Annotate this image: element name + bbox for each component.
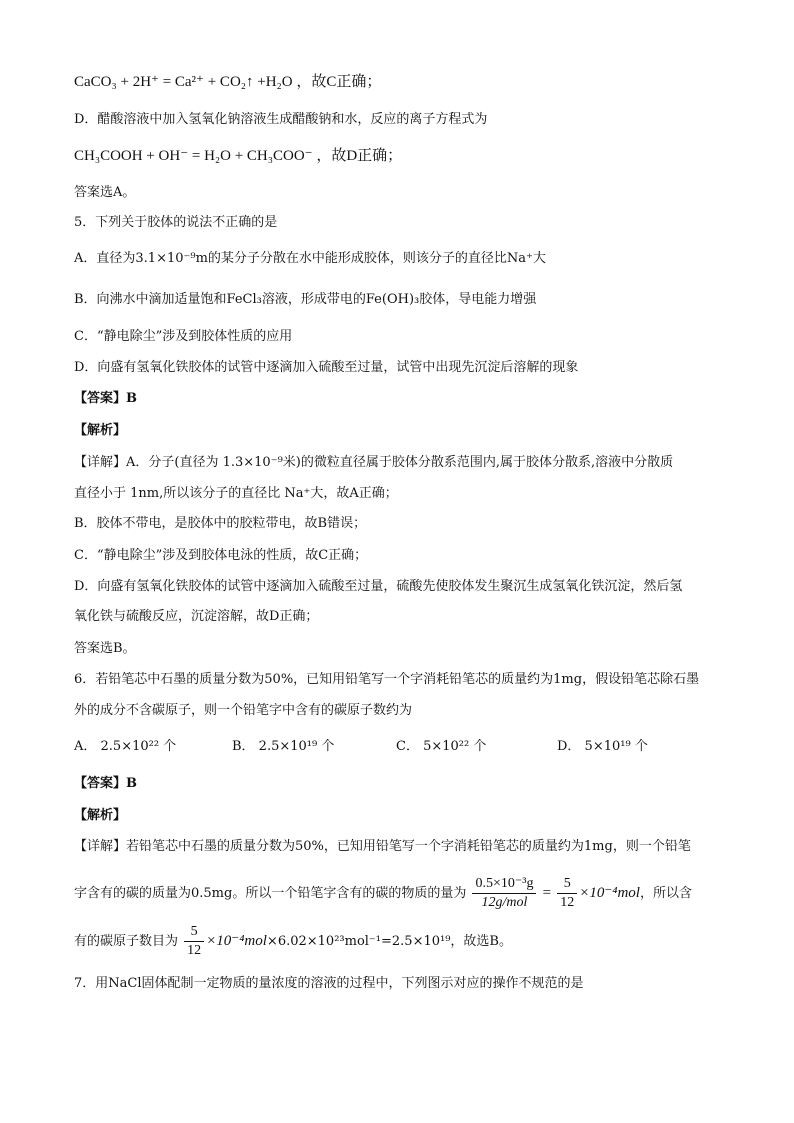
text-line: 【详解】A．分子(直径为 1.3×10⁻⁹米)的微粒直径属于胶体分散系范围内,属于胶体分散系,溶液中分散质	[74, 455, 674, 470]
question-5-option-d: D．向盛有氢氧化铁胶体的试管中逐滴加入硫酸至过量，试管中出现先沉淀后溶解的现象	[74, 360, 579, 375]
question-6-option-a: A． 2.5×10²² 个	[74, 739, 177, 754]
text-line: 【详解】若铅笔芯中石墨的质量分数为50%，已知用铅笔写一个字消耗铅笔芯的质量约为1mg，则一个铅笔	[74, 839, 691, 854]
fraction	[472, 875, 536, 912]
fraction-numerator: 5	[557, 875, 577, 894]
math-segment: ×10⁻⁴mol	[206, 933, 267, 949]
question-6-stem: 6．若铅笔芯中石墨的质量分数为50%，已知用铅笔写一个字消耗铅笔芯的质量约为1mg，假设铅笔芯除石墨	[74, 672, 700, 687]
text-line: 直径小于 1nm,所以该分子的直径比 Na⁺大，故A正确；	[74, 486, 398, 501]
text-line: 氧化铁与硫酸反应，沉淀溶解，故D正确；	[74, 609, 319, 624]
fraction-denominator: 12	[560, 895, 575, 910]
analysis-label: 【解析】	[74, 808, 127, 823]
text-line-with-fraction	[74, 920, 512, 963]
text-line: D．醋酸溶液中加入氢氧化钠溶液生成醋酸钠和水，反应的离子方程式为	[74, 112, 488, 127]
question-7-stem: 7．用NaCl固体配制一定物质的量浓度的溶液的过程中，下列图示对应的操作不规范的是	[74, 976, 584, 991]
text-line: B．胶体不带电，是胶体中的胶粒带电，故B错误；	[74, 516, 367, 531]
question-6-option-c: C． 5×10²² 个	[396, 739, 487, 754]
fraction-denominator: 12g/mol	[481, 895, 528, 910]
answer-label: 【答案】B	[74, 776, 137, 791]
text-segment: ×6.02×10²³mol⁻¹=2.5×10¹⁹，故选B。	[266, 934, 512, 949]
text-segment: 有的碳原子数目为	[74, 934, 179, 949]
analysis-label: 【解析】	[74, 423, 127, 438]
fraction	[557, 875, 577, 912]
text-line-with-fraction	[74, 872, 692, 915]
math-segment: ×10⁻⁴mol	[579, 885, 640, 901]
question-5-option-c: C．“静电除尘”涉及到胶体性质的应用	[74, 329, 293, 344]
question-6-stem: 外的成分不含碳原子，则一个铅笔字中含有的碳原子数约为	[74, 703, 413, 718]
question-6-option-b: B． 2.5×10¹⁹ 个	[232, 739, 335, 754]
question-5-stem: 5．下列关于胶体的说法不正确的是	[74, 215, 278, 230]
fraction-denominator: 12	[187, 943, 202, 958]
text-line: D．向盛有氢氧化铁胶体的试管中逐滴加入硫酸至过量，硫酸先使胶体发生聚沉生成氢氧化铁沉淀，然后氢	[74, 579, 683, 594]
text-line: CaCO₃ + 2H⁺ = Ca²⁺ + CO₂↑ +H₂O ，故C正确；	[74, 74, 382, 90]
fraction	[184, 923, 204, 960]
text-line: CH₃COOH + OH⁻ = H₂O + CH₃COO⁻ ，故D正确；	[74, 148, 403, 164]
fraction-numerator: 0.5×10⁻³g	[472, 875, 536, 894]
question-5-option-a: A．直径为3.1×10⁻⁹m的某分子分散在水中能形成胶体，则该分子的直径比Na⁺大	[74, 251, 546, 266]
text-line: 答案选A。	[74, 185, 136, 200]
text-segment: ，所以含	[639, 886, 692, 901]
question-6-option-d: D． 5×10¹⁹ 个	[557, 739, 648, 754]
equals-sign: =	[542, 885, 552, 901]
text-segment: 字含有的碳的质量为0.5mg。所以一个铅笔字含有的碳的物质的量为	[74, 886, 467, 901]
question-5-option-b: B．向沸水中滴加适量饱和FeCl₃溶液，形成带电的Fe(OH)₃胶体，导电能力增强	[74, 292, 537, 307]
text-line: 答案选B。	[74, 641, 136, 656]
answer-label: 【答案】B	[74, 391, 137, 406]
fraction-numerator: 5	[184, 923, 204, 942]
text-line: C．“静电除尘”涉及到胶体电泳的性质，故C正确；	[74, 548, 368, 563]
